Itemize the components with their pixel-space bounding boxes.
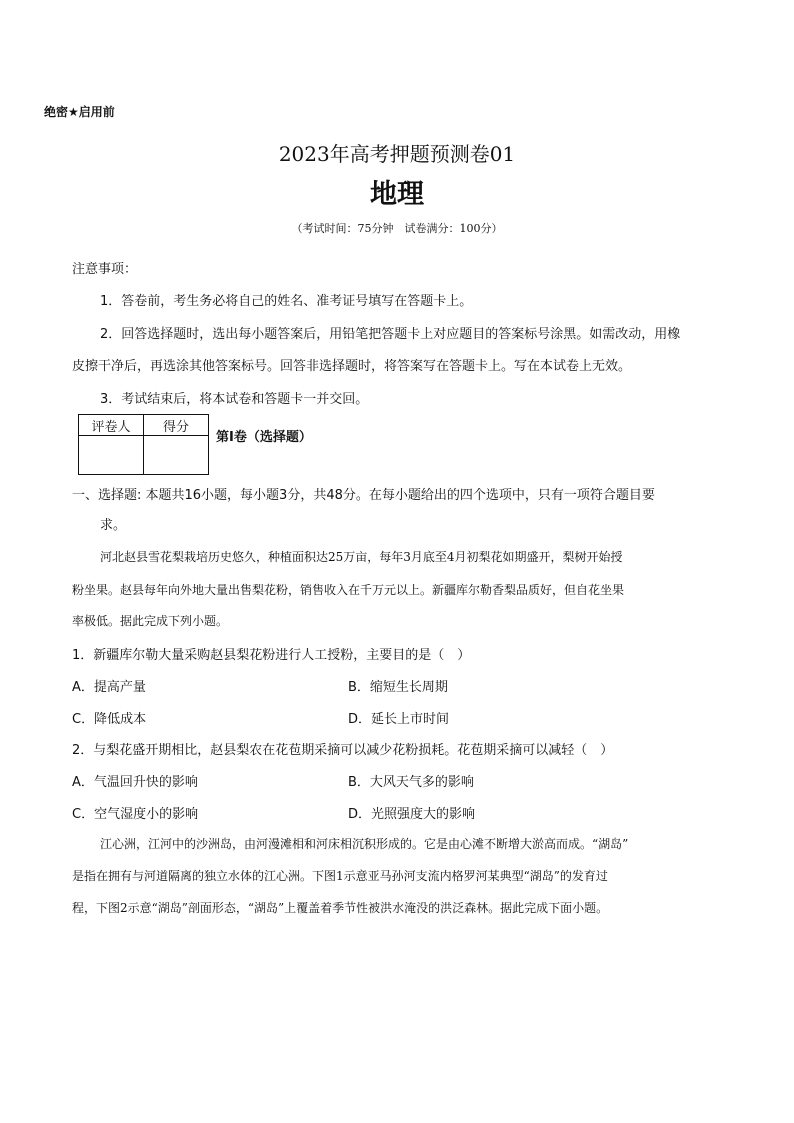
grader-cell xyxy=(79,436,144,475)
exam-info: （考试时间：75分钟 试卷满分：100分） xyxy=(291,222,503,235)
subject-title: 地理 xyxy=(370,179,424,210)
notes-heading: 注意事项： xyxy=(72,262,138,277)
score-table xyxy=(78,414,209,475)
passage2-line-3: 程，下图2示意“湖岛”剖面形态，“湖岛”上覆盖着季节性被洪水淹没的洪泛森林。据此完成下面小题。 xyxy=(72,901,609,915)
passage2-line-1: 江心洲，江河中的沙洲岛，由河漫滩相和河床相沉积形成的。它是由心滩不断增大淤高而成。“湖岛” xyxy=(100,837,629,851)
note-item-3: 3．考试结束后，将本试卷和答题卡一并交回。 xyxy=(100,392,369,407)
section-instruction-line-2: 求。 xyxy=(100,518,127,533)
question-1-option-b: B．缩短生长周期 xyxy=(348,680,448,695)
question-1-option-a: A．提高产量 xyxy=(72,680,146,695)
note-item-2-line-2: 皮擦干净后，再选涂其他答案标号。回答非选择题时，将答案写在答题卡上。写在本试卷上无效。 xyxy=(72,359,632,374)
passage1-line-3: 率极低。据此完成下列小题。 xyxy=(72,614,229,628)
question-2-option-c: C．空气湿度小的影响 xyxy=(72,807,199,822)
question-2-stem: 2．与梨花盛开期相比，赵县梨农在花苞期采摘可以减少花粉损耗。花苞期采摘可以减轻（ ） xyxy=(72,743,614,758)
question-1-stem: 1．新疆库尔勒大量采购赵县梨花粉进行人工授粉，主要目的是（ ） xyxy=(72,648,471,663)
score-header: 得分 xyxy=(144,415,209,436)
question-2-option-a: A．气温回升快的影响 xyxy=(72,775,198,790)
note-item-1: 1．答卷前，考生务必将自己的姓名、准考证号填写在答题卡上。 xyxy=(100,294,473,309)
grader-header: 评卷人 xyxy=(79,415,144,436)
score-cell xyxy=(144,436,209,475)
passage1-line-1: 河北赵县雪花梨栽培历史悠久，种植面积达25万亩，每年3月底至4月初梨花如期盛开，梨树开始授 xyxy=(100,550,623,564)
question-1-option-d: D．延长上市时间 xyxy=(348,712,450,727)
question-2-option-d: D．光照强度大的影响 xyxy=(348,807,476,822)
passage1-line-2: 粉坐果。赵县每年向外地大量出售梨花粉，销售收入在千万元以上。新疆库尔勒香梨品质好，但自花坐果 xyxy=(72,583,625,597)
exam-title: 2023年高考押题预测卷01 xyxy=(278,142,516,166)
note-item-2-line-1: 2．回答选择题时，选出每小题答案后，用铅笔把答题卡上对应题目的答案标号涂黑。如需改动，用橡 xyxy=(100,327,681,342)
question-1-option-c: C．降低成本 xyxy=(72,712,147,727)
passage2-line-2: 是指在拥有与河道隔离的独立水体的江心洲。下图1示意亚马孙河支流内格罗河某典型“湖岛”的发育过 xyxy=(72,869,608,883)
question-2-option-b: B．大风天气多的影响 xyxy=(348,775,474,790)
section-title: 第I卷（选择题） xyxy=(216,430,312,445)
confidential-label: 绝密★启用前 xyxy=(44,105,115,119)
section-instruction-line-1: 一、选择题: 本题共16小题，每小题3分，共48分。在每小题给出的四个选项中，只有一项符合题目要 xyxy=(72,488,655,503)
